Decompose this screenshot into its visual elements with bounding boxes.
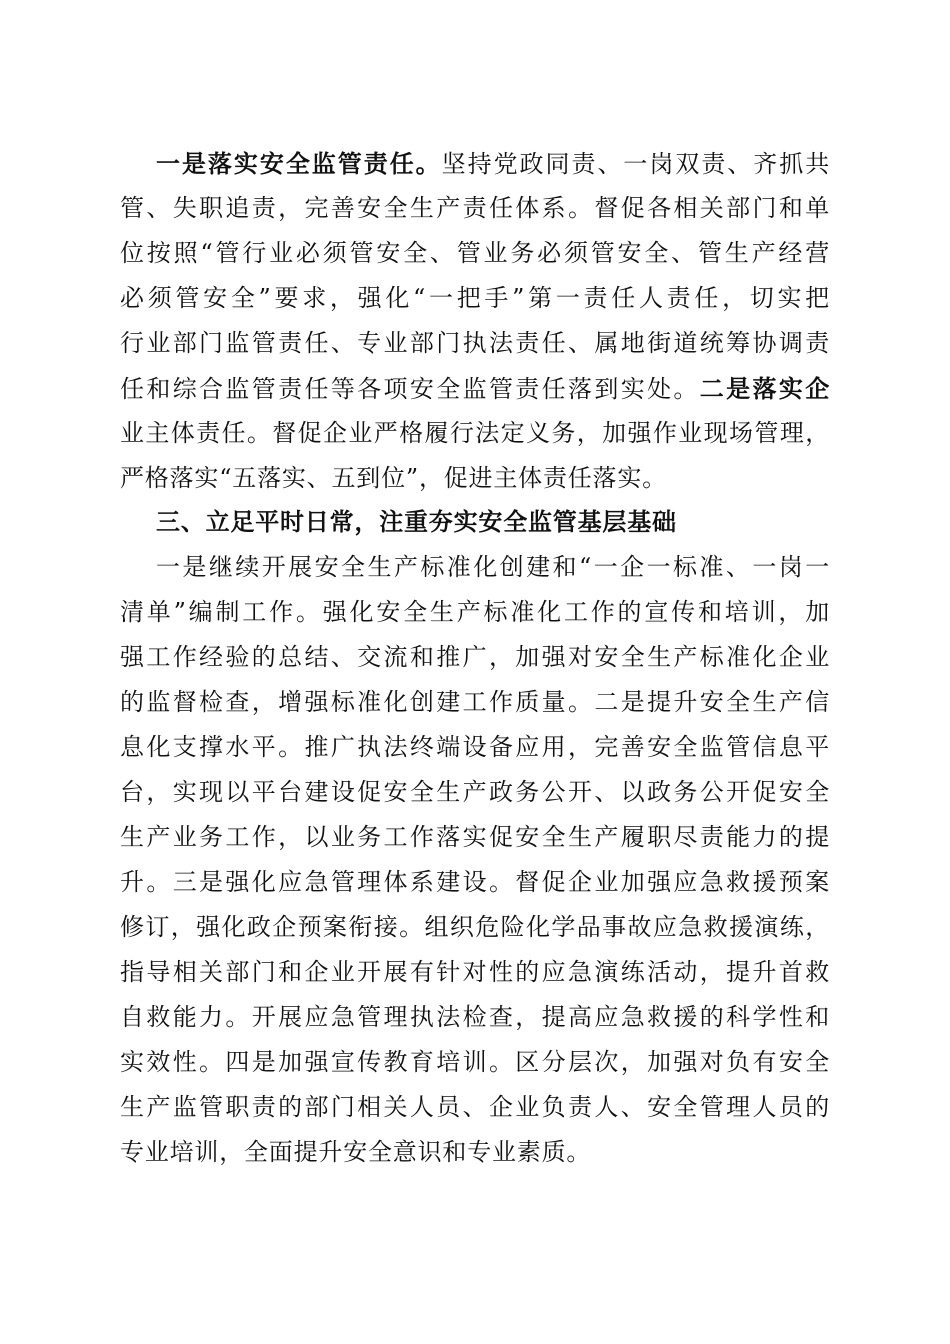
text-line: 息化支撑水平。推广执法终端设备应用，完善安全监管信息平 [120, 733, 830, 761]
section-heading-text: 三、立足平时日常，注重夯实安全监管基层基础 [156, 508, 677, 536]
text-line: 修订，强化政企预案衔接。组织危险化学品事故应急救援演练， [120, 913, 830, 941]
text-line: 生产业务工作，以业务工作落实促安全生产履职尽责能力的提 [120, 823, 830, 851]
text-line: 任和综合监管责任等各项安全监管责任落到实处。二是落实企 [120, 374, 830, 403]
paragraph-responsibility [120, 141, 830, 501]
text-line: 一是继续开展安全生产标准化创建和“一企一标准、一岗一 [156, 553, 830, 581]
paragraph-lead: 二是落实企 [699, 374, 830, 403]
text-line: 指导相关部门和企业开展有针对性的应急演练活动，提升首救 [120, 958, 830, 986]
text-line: 强工作经验的总结、交流和推广，加强对安全生产标准化企业 [120, 643, 830, 671]
text-line: 升。三是强化应急管理体系建设。督促企业加强应急救援预案 [120, 868, 830, 896]
text-line: 的监督检查，增强标准化创建工作质量。二是提升安全生产信 [120, 688, 830, 716]
paragraph-lead: 一是落实安全监管责任。 [156, 149, 442, 178]
text-line: 自救能力。开展应急管理执法检查，提高应急救援的科学性和 [120, 1003, 830, 1031]
text-line: 专业培训，全面提升安全意识和专业素质。 [120, 1138, 592, 1166]
text-line: 严格落实“五落实、五到位”，促进主体责任落实。 [120, 464, 667, 492]
text-line: 管、失职追责，完善安全生产责任体系。督促各相关部门和单 [120, 194, 830, 222]
text-line: 生产监管职责的部门相关人员、企业负责人、安全管理人员的 [120, 1093, 830, 1121]
text-line: 行业部门监管责任、专业部门执法责任、属地街道统筹协调责 [120, 329, 830, 357]
text-line: 实效性。四是加强宣传教育培训。区分层次，加强对负有安全 [120, 1048, 830, 1076]
section-heading [120, 500, 830, 545]
text-line: 一是落实安全监管责任。坚持党政同责、一岗双责、齐抓共 [156, 149, 830, 178]
text-line: 台，实现以平台建设促安全生产政务公开、以政务公开促安全 [120, 778, 830, 806]
text-line: 业主体责任。督促企业严格履行法定义务，加强作业现场管理， [120, 419, 830, 447]
paragraph-foundation [120, 545, 830, 1175]
text-line: 位按照“管行业必须管安全、管业务必须管安全、管生产经营 [120, 239, 830, 267]
text-line: 清单”编制工作。强化安全生产标准化工作的宣传和培训，加 [120, 598, 830, 626]
text-line: 必须管安全”要求，强化“一把手”第一责任人责任，切实把 [120, 284, 830, 312]
